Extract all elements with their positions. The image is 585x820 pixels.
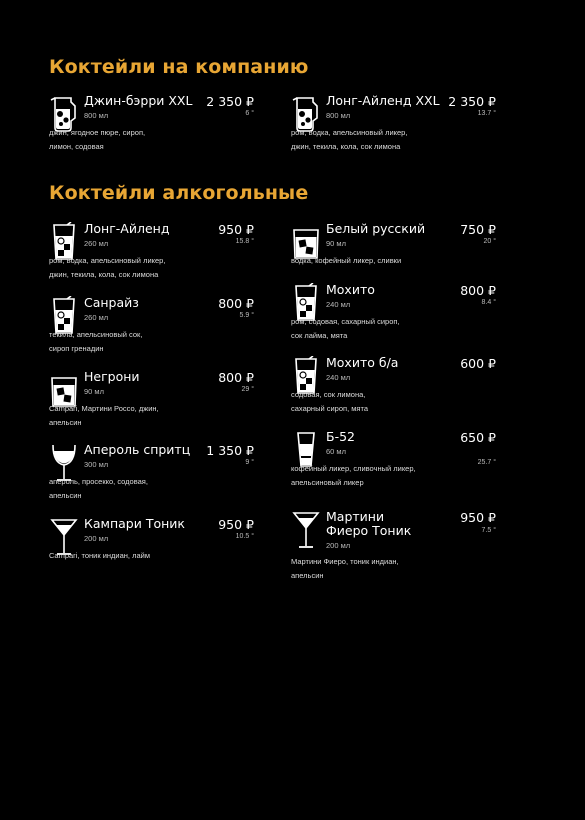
item-name: Санрайз [84,295,139,310]
item-volume: 200 мл [84,534,109,543]
description-line: кофейный ликер, сливочный ликер, [291,464,416,473]
item-description [291,388,501,416]
item-description [49,475,259,503]
item-price: 950 ₽ [218,517,254,532]
description-line: апельсиновый ликер [291,478,364,487]
description-line: текила, апельсиновый сок, [49,330,143,339]
item-abv: 9 ° [245,459,254,466]
item-price: 1 350 ₽ [206,443,254,458]
item-name: Б-52 [326,429,355,444]
item-abv: 13.7 ° [477,110,496,117]
item-description [291,126,501,154]
section-title-company: Коктейли на компанию [49,56,309,78]
item-volume: 240 мл [326,300,351,309]
item-volume: 300 мл [84,460,109,469]
item-volume: 260 мл [84,313,109,322]
item-volume: 60 мл [326,447,346,456]
description-line: сок лайма, мята [291,331,348,340]
item-abv: 20 ° [483,238,496,245]
item-abv: 6 ° [245,110,254,117]
description-line: ром, водка, апельсиновый ликер, [291,128,408,137]
item-volume: 260 мл [84,239,109,248]
item-abv: 15.8 ° [235,238,254,245]
item-description [291,462,501,490]
description-line: лимон, содовая [49,142,104,151]
item-name: Негрони [84,369,140,384]
item-name: Джин-бэрри XXL [84,93,193,108]
description-line: ром, водка, апельсиновый ликер, [49,256,166,265]
item-price: 800 ₽ [218,370,254,385]
item-price: 600 ₽ [460,356,496,371]
item-name: Кампари Тоник [84,516,185,531]
item-description [291,315,501,343]
description-line: Campari, тоник индиан, лайм [49,551,150,560]
item-name: Мартини Фиеро Тоник [326,509,412,538]
item-description [49,126,259,154]
item-name: Лонг-Айленд [84,221,170,236]
description-line: сахарный сироп, мята [291,404,368,413]
item-abv: 5.9 ° [239,312,254,319]
item-volume: 90 мл [326,239,346,248]
description-line: Campari, Мартини Россо, джин, [49,404,159,413]
description-line: Мартини Фиеро, тоник индиан, [291,557,399,566]
item-volume: 240 мл [326,373,351,382]
item-abv: 8.4 ° [481,299,496,306]
description-line: апельсин [49,418,82,427]
item-price: 800 ₽ [460,283,496,298]
description-line: водка, кофейный ликер, сливки [291,256,402,265]
description-line: джин, текила, кола, сок лимона [49,270,159,279]
item-abv: 7.5 ° [481,527,496,534]
item-price: 650 ₽ [460,430,496,445]
item-description [49,549,259,563]
description-line: апероль, просекко, содовая, [49,477,148,486]
item-price: 950 ₽ [218,222,254,237]
description-line: сироп гренадин [49,344,104,353]
coupe-glass-icon [291,510,321,550]
description-line: джин, ягодное пюре, сироп, [49,128,146,137]
item-volume: 90 мл [84,387,104,396]
description-line: апельсин [49,491,82,500]
item-name: Лонг-Айленд XXL [326,93,440,108]
item-name: Мохито [326,282,375,297]
section-title-alcoholic: Коктейли алкогольные [49,182,309,204]
item-volume: 800 мл [326,111,351,120]
item-price: 800 ₽ [218,296,254,311]
item-price: 2 350 ₽ [448,94,496,109]
description-line: апельсин [291,571,324,580]
item-price: 950 ₽ [460,510,496,525]
item-abv: 10.5 ° [235,533,254,540]
item-name: Мохито б/а [326,355,399,370]
description-line: джин, текила, кола, сок лимона [291,142,401,151]
description-line: ром, содовая, сахарный сироп, [291,317,400,326]
item-price: 750 ₽ [460,222,496,237]
item-description [49,402,259,430]
item-description [49,254,259,282]
item-description [291,254,501,268]
description-line: содовая, сок лимона, [291,390,366,399]
item-description [291,555,501,583]
item-description [49,328,259,356]
item-volume: 200 мл [326,541,351,550]
item-price: 2 350 ₽ [206,94,254,109]
item-abv: 29 ° [241,386,254,393]
item-volume: 800 мл [84,111,109,120]
item-name: Апероль спритц [84,442,191,457]
item-name: Белый русский [326,221,426,236]
item-abv: 25.7 ° [477,459,496,466]
